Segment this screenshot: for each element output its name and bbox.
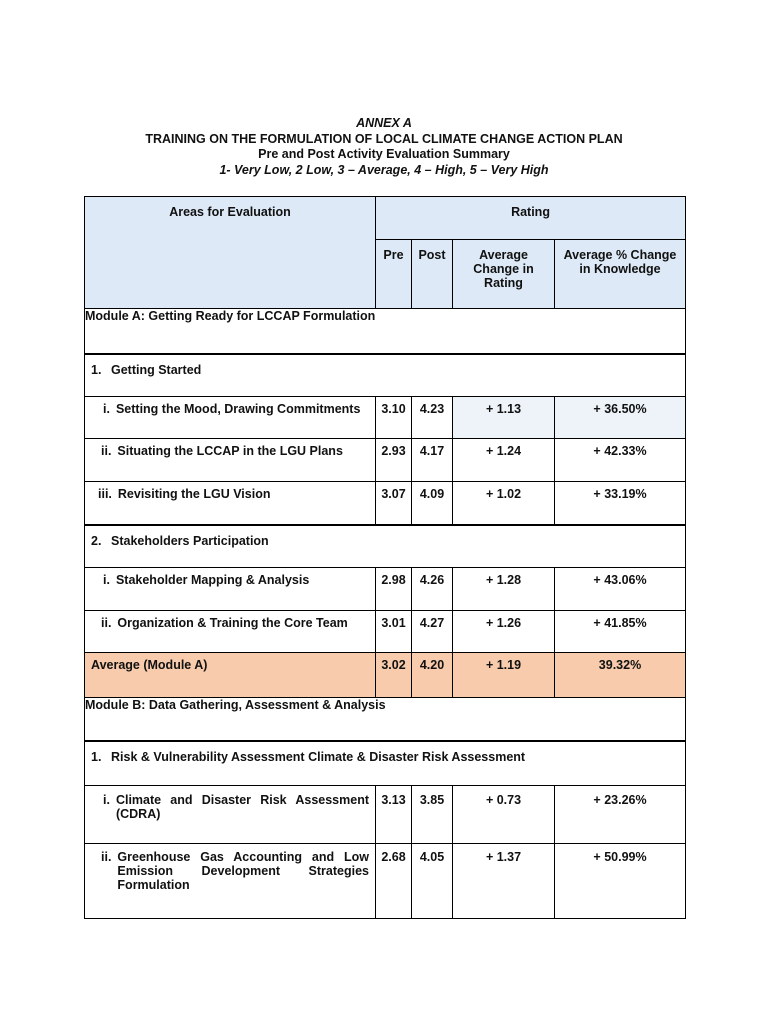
section-title: Risk & Vulnerability Assessment Climate & Disaster Risk Assessment (111, 749, 526, 764)
post-header: Post (412, 240, 453, 309)
item-number: i. (103, 573, 110, 587)
item-number: ii. (101, 444, 112, 458)
change-value: + 1.02 (453, 482, 555, 525)
rating-scale: 1- Very Low, 2 Low, 3 – Average, 4 – High, 5 – Very High (219, 162, 549, 177)
average-pre: 3.02 (376, 653, 412, 698)
average-row (85, 653, 686, 698)
item-number: i. (103, 402, 110, 416)
avg-change-header: Average Change in Rating (453, 240, 555, 309)
item-label: Climate and Disaster Risk Assessment (CDRA) (115, 793, 369, 821)
section-title: Getting Started (111, 362, 202, 377)
pre-value: 3.07 (376, 482, 412, 525)
pct-value: + 43.06% (555, 568, 686, 611)
document-header (0, 116, 768, 178)
table-row (85, 568, 686, 611)
header-row (85, 197, 686, 240)
annex-label: ANNEX A (356, 116, 412, 130)
average-change: + 1.19 (453, 653, 555, 698)
average-post: 4.20 (412, 653, 453, 698)
section-row (85, 525, 686, 568)
section-title: Stakeholders Participation (111, 533, 269, 548)
pct-value: + 50.99% (555, 844, 686, 919)
pre-value: 3.10 (376, 397, 412, 439)
item-label: Revisiting the LGU Vision (117, 487, 271, 501)
post-value: 3.85 (412, 786, 453, 844)
pre-value: 2.68 (376, 844, 412, 919)
pre-value: 2.98 (376, 568, 412, 611)
item-label: Stakeholder Mapping & Analysis (115, 573, 310, 587)
change-value: + 0.73 (453, 786, 555, 844)
post-value: 4.23 (412, 397, 453, 439)
item-label: Situating the LCCAP in the LGU Plans (117, 444, 343, 458)
change-value: + 1.13 (453, 397, 555, 439)
table-row (85, 482, 686, 525)
table-row (85, 611, 686, 653)
module-a-title: Module A: Getting Ready for LCCAP Formulation (85, 309, 686, 354)
post-value: 4.09 (412, 482, 453, 525)
average-pct: 39.32% (555, 653, 686, 698)
item-number: ii. (101, 850, 112, 864)
post-value: 4.26 (412, 568, 453, 611)
module-a-row (85, 309, 686, 354)
table-row (85, 397, 686, 439)
item-number: i. (103, 793, 110, 807)
item-label: Setting the Mood, Drawing Commitments (115, 402, 361, 416)
change-value: + 1.37 (453, 844, 555, 919)
pre-value: 2.93 (376, 439, 412, 482)
pct-value: + 42.33% (555, 439, 686, 482)
section-number: 2. (91, 533, 102, 548)
pct-value: + 23.26% (555, 786, 686, 844)
section-number: 1. (91, 362, 102, 377)
document-title: TRAINING ON THE FORMULATION OF LOCAL CLIMATE CHANGE ACTION PLAN (145, 131, 623, 146)
pre-value: 3.13 (376, 786, 412, 844)
section-row (85, 741, 686, 786)
pre-header: Pre (376, 240, 412, 309)
change-value: + 1.28 (453, 568, 555, 611)
post-value: 4.05 (412, 844, 453, 919)
pre-value: 3.01 (376, 611, 412, 653)
post-value: 4.17 (412, 439, 453, 482)
change-value: + 1.24 (453, 439, 555, 482)
table-row (85, 844, 686, 919)
pct-value: + 36.50% (555, 397, 686, 439)
pct-value: + 33.19% (555, 482, 686, 525)
table-row (85, 439, 686, 482)
post-value: 4.27 (412, 611, 453, 653)
item-label: Greenhouse Gas Accounting and Low Emission Development Strategies Formulation (117, 850, 369, 892)
section-row (85, 354, 686, 397)
table-row (85, 786, 686, 844)
module-b-row (85, 698, 686, 741)
section-number: 1. (91, 749, 102, 764)
average-label: Average (Module A) (91, 658, 208, 672)
change-value: + 1.26 (453, 611, 555, 653)
item-number: ii. (101, 616, 112, 630)
document-subtitle: Pre and Post Activity Evaluation Summary (258, 147, 510, 161)
areas-header: Areas for Evaluation (85, 197, 376, 309)
item-number: iii. (98, 487, 112, 501)
pct-value: + 41.85% (555, 611, 686, 653)
evaluation-table (84, 196, 686, 919)
module-b-title: Module B: Data Gathering, Assessment & Analysis (85, 698, 686, 741)
avg-pct-header: Average % Change in Knowledge (555, 240, 686, 309)
rating-header: Rating (376, 197, 686, 240)
item-label: Organization & Training the Core Team (117, 616, 348, 630)
